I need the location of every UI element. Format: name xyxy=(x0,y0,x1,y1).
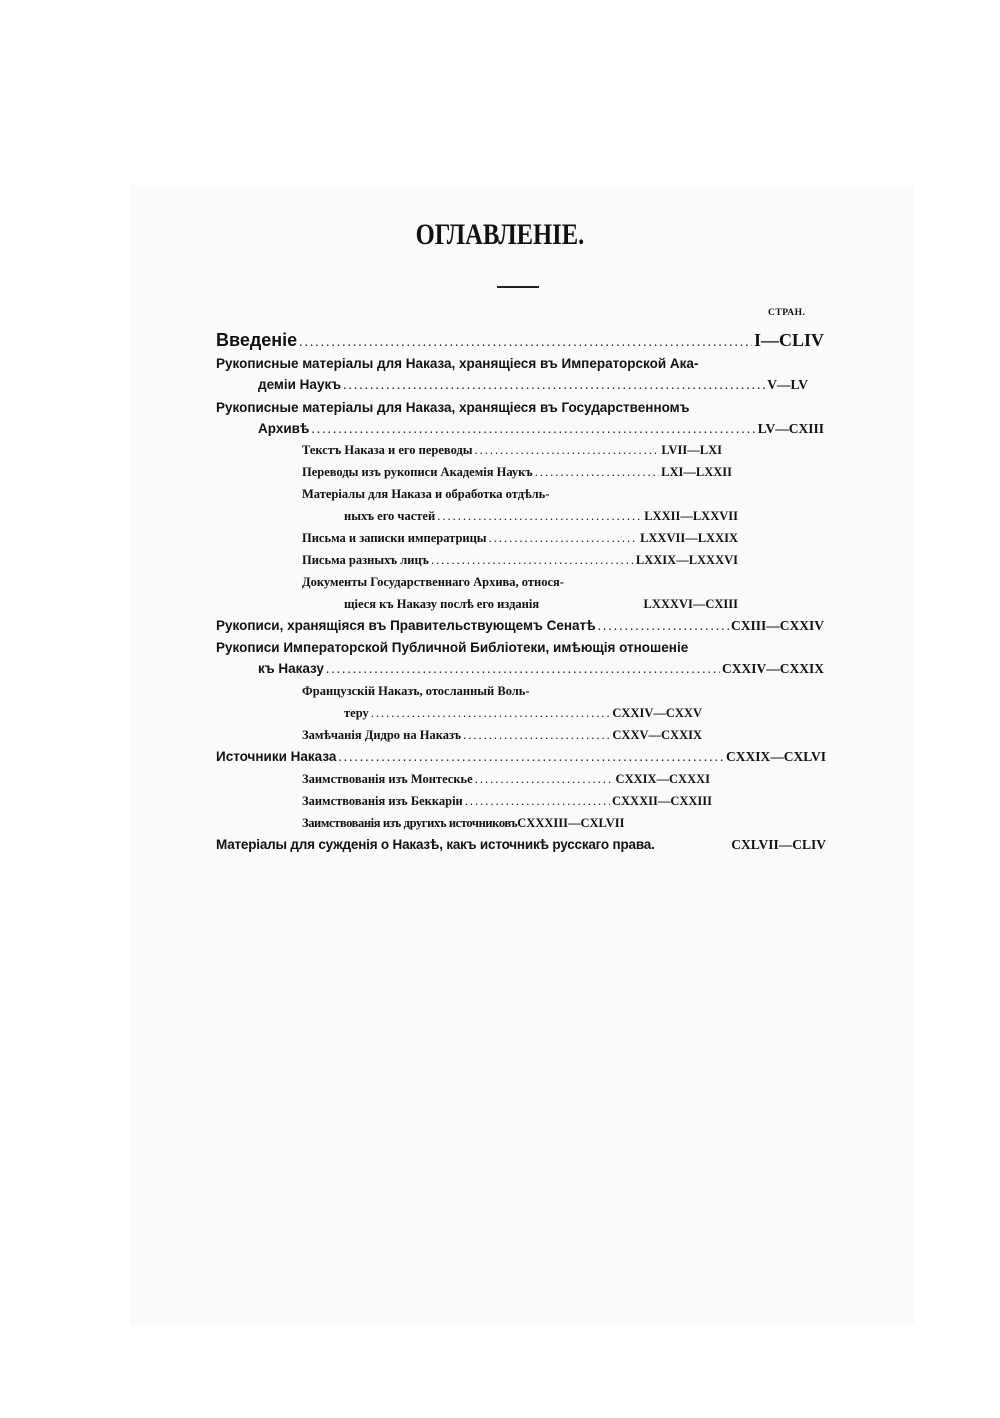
toc-subentry-french-nakaz[interactable] xyxy=(344,706,702,721)
toc-entry-text: Рукописные матеріалы для Наказа, хранящіеся въ Государственномъ xyxy=(216,400,690,415)
leader-dots xyxy=(338,749,724,765)
toc-entry-public-library[interactable] xyxy=(258,661,824,677)
toc-entry-pages: I—CLIV xyxy=(753,330,824,350)
toc-entry-text: Рукописи, хранящіяся въ Правительствующемъ Сенатѣ xyxy=(216,618,596,633)
toc-entry-text: Текстъ Наказа и его переводы xyxy=(302,443,473,457)
leader-dots xyxy=(437,509,642,524)
leader-dots xyxy=(326,661,720,677)
toc-entry-pages: V—LV xyxy=(767,377,808,392)
leader-dots xyxy=(598,618,729,634)
page-title: ОГЛАВЛЕНІЕ. xyxy=(415,218,585,251)
toc-subentry-other-sources[interactable] xyxy=(302,816,718,831)
toc-entry-text: Документы Государственнаго Архива, относя- xyxy=(302,575,564,589)
toc-entry-pages: CXXIV—CXXV xyxy=(612,706,702,720)
toc-entry-text: Письма и записки императрицы xyxy=(302,531,487,545)
toc-entry-pages: CXLVII—CLIV xyxy=(731,837,826,852)
toc-subentry-materials-processing[interactable] xyxy=(344,509,738,524)
toc-entry-text: Переводы изъ рукописи Академія Наукъ xyxy=(302,465,533,479)
toc-entry-text: деміи Наукъ xyxy=(258,377,342,392)
title-divider xyxy=(497,286,539,288)
toc-entry-state-archive[interactable] xyxy=(258,421,824,437)
toc-entry-text: Матеріалы для сужденія о Наказѣ, какъ источникѣ русскаго права. xyxy=(216,837,655,852)
toc-subentry-montesquieu[interactable] xyxy=(302,772,710,787)
toc-entry-text: Рукописные матеріалы для Наказа, хранящіеся въ Императорской Ака- xyxy=(216,356,699,371)
pages-column-header: СТРАН. xyxy=(768,308,806,318)
toc-subentry-archive-documents[interactable] xyxy=(344,597,738,612)
toc-entry-senate-manuscripts[interactable] xyxy=(216,618,824,634)
toc-entry-sources[interactable] xyxy=(216,749,826,765)
toc-entry-text: къ Наказу xyxy=(258,661,324,676)
toc-entry-text: Введеніе xyxy=(216,330,298,350)
toc-entry-text: Рукописи Императорской Публичной Библіотеки, имѣющія отношеніе xyxy=(216,640,689,655)
toc-entry-pages: LXXII—LXXVII xyxy=(644,509,738,523)
toc-entry-pages: LV—CXIII xyxy=(757,421,824,436)
toc-entry-text: Замѣчанія Дидро на Наказъ xyxy=(302,728,462,742)
toc-subentry-text-translations[interactable] xyxy=(302,443,722,458)
toc-subentry-academy-translations[interactable] xyxy=(302,465,732,480)
toc-entry-pages: LXXIX—LXXXVI xyxy=(635,553,738,567)
leader-dots xyxy=(371,706,611,721)
toc-entry-text: теру xyxy=(344,706,369,720)
toc-subentry-empress-letters[interactable] xyxy=(302,531,738,546)
toc-entry-pages: CXXIV—CXXIX xyxy=(721,661,824,676)
leader-dots xyxy=(489,531,639,546)
toc-entry-text: Источники Наказа xyxy=(216,749,337,764)
leader-dots xyxy=(299,334,752,350)
toc-entry-text: щіеся къ Наказу послѣ его изданія xyxy=(344,597,540,611)
leader-dots xyxy=(465,794,610,809)
toc-entry-pages: CXIII—CXXIV xyxy=(730,618,824,633)
toc-subentry-various-letters[interactable] xyxy=(302,553,738,568)
toc-entry-pages: LXXVII—LXXIX xyxy=(640,531,738,545)
toc-subentry-diderot-remarks[interactable] xyxy=(302,728,702,743)
leader-dots xyxy=(475,443,660,458)
toc-entry-text: Заимствованія изъ Монтескье xyxy=(302,772,473,786)
toc-entry-text: Французскій Наказъ, отосланный Воль- xyxy=(302,684,530,698)
toc-entry-pages: CXXXII—CXXIII xyxy=(611,794,712,808)
leader-dots xyxy=(475,772,614,787)
leader-dots xyxy=(535,465,659,480)
toc-entry-pages: LXXXVI—CXIII xyxy=(643,597,738,611)
toc-entry-text: Архивѣ xyxy=(258,421,310,436)
toc-entry-pages: CXXXIII—CXLVII xyxy=(517,816,625,830)
toc-subentry-beccaria[interactable] xyxy=(302,794,712,809)
toc-entry-text: Заимствованія изъ Беккаріи xyxy=(302,794,463,808)
toc-entry-pages: LVII—LXI xyxy=(661,443,722,457)
toc-entry-text: Заимствованія изъ другихъ источниковъ xyxy=(302,816,518,830)
leader-dots xyxy=(431,553,634,568)
toc-entry-pages: CXXV—CXXIX xyxy=(612,728,702,742)
leader-dots xyxy=(343,377,765,393)
toc-entry-text: Письма разныхъ лицъ xyxy=(302,553,429,567)
toc-entry-introduction[interactable] xyxy=(216,330,824,351)
leader-dots xyxy=(463,728,610,743)
leader-dots xyxy=(311,421,755,437)
toc-entry-text: Матеріалы для Наказа и обработка отдѣль- xyxy=(302,487,550,501)
toc-entry-pages: LXI—LXXII xyxy=(661,465,732,479)
toc-entry-academy-manuscripts[interactable] xyxy=(258,377,808,393)
toc-entry-text: ныхъ его частей xyxy=(344,509,436,523)
toc-entry-materials-judgment[interactable] xyxy=(216,837,826,853)
toc-entry-pages: CXXIX—CXLVI xyxy=(725,749,826,764)
toc-entry-pages: CXXIX—CXXXI xyxy=(615,772,710,786)
